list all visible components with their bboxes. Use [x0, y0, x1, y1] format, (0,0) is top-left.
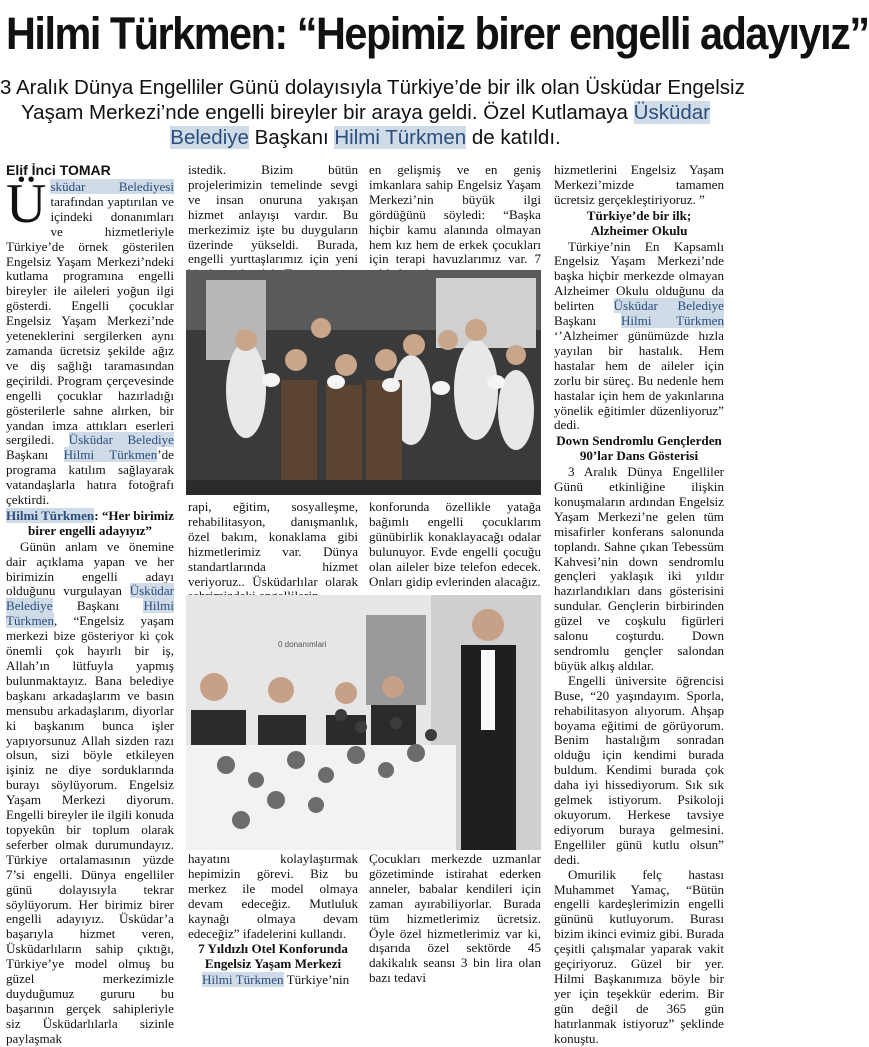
- text-run: Başkanı: [6, 447, 64, 463]
- subheading: [6, 509, 174, 539]
- article-paragraph: istedik. Bizim bütün projelerimizin temelinde sevgi ve insan onuruna yakışan hizmet anlayışı vardır. Bu merkezimiz işte bu duyguların üzerinde yükseldi. Burada, engelli yurttaşlarımız için yeni: [188, 162, 358, 267]
- lead-line: [0, 125, 731, 150]
- column-2-top: [188, 163, 358, 282]
- lead-paragraph: [0, 75, 745, 150]
- lead-line: 3 Aralık Dünya Engelliler Günü dolayısıyla Türkiye’de bir ilk olan Üsküdar Engelsiz: [0, 76, 745, 99]
- article-paragraph: Omurilik felç hastası Muhammet Yamaç, “Bütün engelli kardeşlerimizin engelli gününü kutluyorum. Burası bizim ikinci evimiz gibi. Burada çeşitli çalışmalar yaparak vakit geçiriyoruz. Güzel bir yer. Hilmi Başkanımıza böyle bir yer için teşekkür ederim. Bir gün değil de 365 gün hatırlanmak istiyoruz” şeklinde konuştu.: [554, 866, 724, 1046]
- article-paragraph: [6, 173, 174, 508]
- text-run: Türkiye’nin: [283, 972, 350, 988]
- article-paragraph: Engelli üniversite öğrencisi Buse, “20 yaşındayım. Sporla, rehabilitasyon alıyorum. Ahşap boyama eğitimi de görüyorum. Benim hastalığım sonradan olduğu için kendimi burada buldum. Kendimi burada çok daha iyi hissediyorum. Sık sık gelmek istiyorum. Psikoloji okuyorum. Herkese tavsiye ediyorum buraya gelmesini. Engelliler günü kutlu olsun” dedi.: [554, 672, 724, 867]
- subheading: [188, 942, 358, 972]
- column-4: [554, 163, 724, 1046]
- text-run: tarafından yaptırılan ve içindeki donanımları ve hizmetleriyle Türkiye’de örnek gösterilen Engelsiz Yaşam Merkezi’ndeki kutlama programına engelli bireyler ile aileleri yoğun ilgi gösterdi. Engelli çocuklar Engelsiz Yaşam Merkezi’nde yeteneklerini sergilerken aynı zamanda ücretsiz şekilde ağız ve diş sağlığı taramasından geçirildi. Program çerçevesinde engelli çocuklar hazırladığı gösterilerle sahne alırken, bir yandan imza attıkları eserleri sergiledi.: [6, 193, 174, 448]
- article-paragraph: hizmetlerini Engelsiz Yaşam Merkezi’mizde tamamen ücretsiz gerçekleştiriyoruz. ”: [554, 162, 724, 207]
- subheading: [554, 209, 724, 239]
- text-run: Başkanı: [554, 313, 621, 329]
- text-run: Türkiye’nin En Kapsamlı Engelsiz Yaşam Merkezi’nde başka hiçbir merkezde olmayan Alzheimer Okulu olduğunu da belirten: [554, 238, 724, 314]
- article-paragraph: [6, 540, 174, 1047]
- text-run: Başkanı: [52, 598, 144, 614]
- highlight: Hilmi Türkmen: [6, 598, 174, 629]
- highlight: Hilmi Türkmen: [620, 313, 724, 329]
- subheading-line: Alzheimer Okulu: [590, 222, 688, 238]
- highlight: Üsküdar Belediye: [613, 298, 724, 314]
- article-paragraph: 3 Aralık Dünya Engelliler Günü etkinliğine ilişkin konuşmaların ardından Engelsiz Yaşam Merkezi’ne gelen tüm misafirler konferans salonunda toplandı. Sahne çıkan Tebessüm Kahvesi’nin down sendromlu gençleri yaklaşık iki yıldır hazırlandıkları dans gösterisini sundular. Gençlerin birbirinden güzel ve coşkulu figürleri salonu coşturdu. Down sendromlu gençler salondan büyük alkış aldılar.: [554, 464, 724, 673]
- lead-text: Yaşam Merkezi’nde engelli bireyler bir araya geldi. Özel Kutlamaya: [21, 101, 634, 124]
- subheading-line: Türkiye’de bir ilk;: [586, 207, 692, 223]
- highlight: Belediye: [170, 126, 249, 149]
- subheading-line: 7 Yıldızlı Otel Konforunda: [198, 941, 348, 957]
- article-paragraph: konforunda özellikle yatağa bağımlı engelli çocuklarım günübirlik konaklayacağı odalar bulunuyor. Evde engelli çocuğu olan aileler bize telefon edecek. Onları gidip evlerinden alacağız.: [369, 499, 541, 589]
- highlight: sküdar Belediyesi: [50, 179, 174, 194]
- highlight: Üsküdar Belediye: [6, 583, 174, 614]
- article-paragraph: Çocukları merkezde uzmanlar gözetiminde istirahat ederken anneler, babalar kendileri için zaman ayırabiliyorlar. Burada tüm hizmetlerimiz ücretsiz. Öyle özel hizmetlerimiz var ki, dışarıda özel sektörde 45 dakikalık seansı 3 bin lira olan bazı tedavi: [369, 851, 541, 986]
- lead-text: de katıldı.: [466, 126, 561, 149]
- article-paragraph: [554, 240, 724, 434]
- column-1: [6, 173, 174, 1047]
- text-run: ’de programa katılım sağlayarak vatandaşlarla hatıra fotoğrafı çektirdi.: [6, 447, 174, 508]
- column-2-middle: [188, 500, 358, 604]
- highlight: Üsküdar: [633, 101, 710, 124]
- highlight: Üsküdar Belediye: [68, 432, 174, 448]
- subheading-line: [6, 509, 174, 524]
- highlight: Hilmi Türkmen: [6, 507, 95, 523]
- lead-line: [0, 100, 731, 125]
- drop-cap: Ü: [6, 173, 47, 235]
- text-run: , “Engelsiz yaşam merkezi bize gösteriyor ki çok önemli çok hayırlı bir iş, Allah’ın lütfuyla yapmış bulunmaktayız. Bana belediye başkanı arkadaşlarım ve basın mensubu arkadaşlarım, diyorlar ki başkanım bunca işler yapıyorsunuz Allah sizden razı olsun, sizi böyle etkileyen işiniz ne diye sorduklarında burayı söylüyorum. Engelsiz Yaşam Merkezi diyorum. Engelli bireyler ile ilgili konuda topyekûn bir toplum olarak seferber olmak durumundayız. Türkiye ortalamasının yüzde 7’si engelli. Dünya engelliler günü dolayısıyla tekrar söylüyorum. Her birimiz birer engelli adayıyız. Üsküdar’a başarıyla hizmet veren, Üsküdarlıların sahip çıktığı, Türkiye’ye model olmuş bu güzel merkezimizle duyduğumuz gururu bu başarının gerçek sahipleriyle siz Üsküdarlılarla sizinle paylaşmak: [6, 613, 174, 1046]
- column-3-middle: [369, 500, 541, 589]
- highlight: Hilmi Türkmen: [334, 126, 467, 149]
- headline: Hilmi Türkmen: “Hepimiz birer engelli adayıyız”: [6, 8, 869, 59]
- subheading-line: Down Sendromlu Gençlerden: [556, 433, 722, 449]
- article-paragraph: en gelişmiş ve en geniş imkanlara sahip Engelsiz Yaşam Merkezi’nin büyük ilgi gördüğünü söyledi: “Başka hiçbir kamu alanında olmayan hem kız hem de erkek çocukları için terapi havuzlarımız var. 7: [369, 162, 541, 267]
- column-2-bottom: [188, 852, 358, 988]
- subheading-line: birer engelli adayıyız”: [28, 522, 152, 538]
- subheading: [554, 434, 724, 464]
- column-3-top: [369, 163, 541, 282]
- subheading-line: 90’lar Dans Gösterisi: [579, 448, 699, 464]
- byline: Elif İnci TOMAR: [6, 162, 111, 178]
- column-3-bottom: [369, 852, 541, 986]
- text-run: : “Her birimiz: [94, 507, 174, 523]
- article-paragraph: [188, 973, 358, 988]
- article-paragraph: hayatını kolaylaştırmak hepimizin görevi. Biz bu merkez ile model olmaya devam edeceğiz. Mutluluk kaynağı olmaya devam edeceğiz” ifadelerini kullandı.: [188, 851, 358, 941]
- text-run: ‘’Alzheimer günümüzde hızla yayılan bir hastalık. Hem hastalar hem de aileler için zorlu bir süreç. Bu nedenle hem hastalar için hem de yakınlarına yönelik eğitimler düzenliyoruz” dedi.: [554, 327, 724, 433]
- lead-text: Başkanı: [248, 126, 335, 149]
- group-photo: [186, 270, 541, 495]
- wall-sign: 0 donanımlari: [278, 640, 327, 649]
- subheading-line: Engelsiz Yaşam Merkezi: [204, 956, 342, 972]
- article-paragraph: rapi, eğitim, sosyalleşme, rehabilitasyon, danışmanlık, özel bakım, konaklama gibi hizmetlerimiz var. Dünya standartlarında hizmet veriyoruz.. Üsküdarlılar olarak: [188, 499, 358, 589]
- highlight: Hilmi Türkmen: [63, 447, 158, 463]
- text-run: Günün anlam ve önemine dair açıklama yapan ve her birimizin engelli adayı olduğunu vurgulayan: [6, 538, 174, 599]
- exhibition-photo: [186, 595, 541, 850]
- highlight: Hilmi Türkmen: [202, 972, 284, 988]
